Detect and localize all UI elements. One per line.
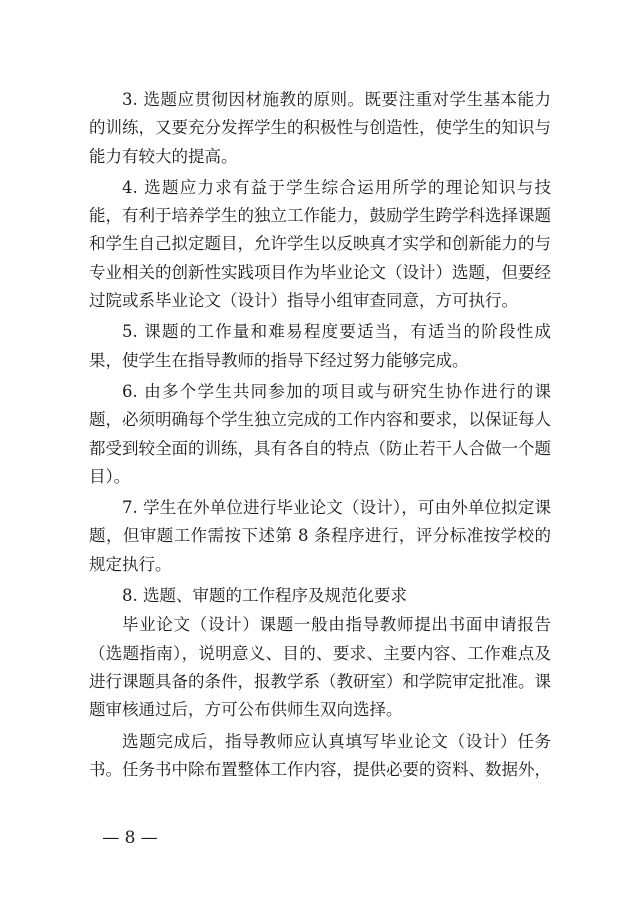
paragraph-topic-application: 毕业论文（设计）课题一般由指导教师提出书面申请报告（选题指南），说明意义、目的、要求、主要内容、工作难点及进行课题具备的条件，报教学系（教研室）和学院审定批准。课题审核通过后，方可公布供师生双向选择。: [89, 615, 551, 720]
paragraph-item-4: 4. 选题应力求有益于学生综合运用所学的理论知识与技能，有利于培养学生的独立工作能力，鼓励学生跨学科选择课题和学生自己拟定题目，允许学生以反映真才实学和创新能力的与专业相关的创新性实践项目作为毕业论文（设计）选题，但要经过院或系毕业论文（设计）指导小组审查同意，方可执行。: [89, 177, 551, 311]
paragraph-item-5: 5. 课题的工作量和难易程度要适当，有适当的阶段性成果，使学生在指导教师的指导下经过努力能够完成。: [89, 322, 551, 370]
page-number: — 8 —: [102, 828, 158, 848]
paragraph-item-6: 6. 由多个学生共同参加的项目或与研究生协作进行的课题，必须明确每个学生独立完成的工作内容和要求，以保证每人都受到较全面的训练，具有各自的特点（防止若干人合做一个题目）。: [89, 381, 551, 486]
paragraph-item-8-heading: 8. 选题、审题的工作程序及规范化要求: [122, 586, 407, 606]
paragraph-item-7: 7. 学生在外单位进行毕业论文（设计），可由外单位拟定课题，但审题工作需按下述第 8 条程序进行，评分标准按学校的规定执行。: [89, 498, 551, 574]
paragraph-task-book: 选题完成后，指导教师应认真填写毕业论文（设计）任务书。任务书中除布置整体工作内容，提供必要的资料、数据外，: [89, 731, 551, 779]
paragraph-item-3: 3. 选题应贯彻因材施教的原则。既要注重对学生基本能力的训练，又要充分发挥学生的积极性与创造性，使学生的知识与能力有较大的提高。: [89, 90, 551, 166]
body-text: [89, 86, 551, 787]
